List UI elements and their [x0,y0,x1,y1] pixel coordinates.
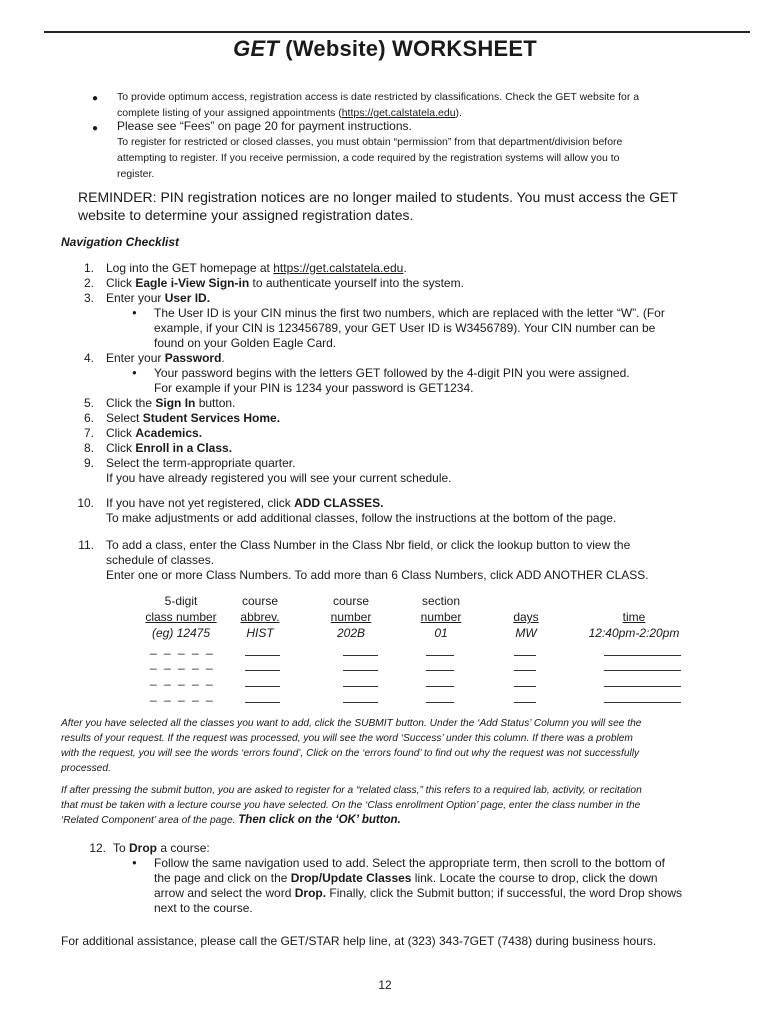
sub-bullet-dot: ● [132,858,137,867]
blank-time[interactable] [604,670,681,671]
step-7: Click Academics. [106,426,203,440]
reminder-text: REMINDER: PIN registration notices are no longer mailed to students. You must access the GET website to determine your assigned registration dates. [78,189,678,223]
col-course-abbrev: abbrev. [240,610,280,624]
bullet-access: To provide optimum access, registration access is date restricted by classifications. Check the GET website for a complete listing of your assigned appointments (https://get.calstatela.edu). [117,91,640,119]
step-9: Select the term-appropriate quarter. If you have already registered you will see your current schedule. [106,456,452,485]
step-3-detail: The User ID is your CIN minus the first two numbers, which are replaced with the letter “W”. (For example, if your CIN is 123456789, your GET User ID is W3456789). Your CIN number can be found on your Golden Eagle Card. [154,306,665,350]
page-title: GET (Website) WORKSHEET [233,36,537,61]
example-course-number: 202B [336,626,366,640]
example-days: MW [515,626,537,640]
blank-time[interactable] [604,655,681,656]
step-6: Select Student Services Home. [106,411,281,425]
step-10: If you have not yet registered, click ADD CLASSES. To make adjustments or add additional classes, follow the instructions at the bottom of the page. [106,496,617,525]
col-class-number: class number [145,610,217,624]
step-3: Enter your User ID. [106,291,211,305]
blank-section[interactable] [426,686,454,687]
get-homepage-link[interactable]: https://get.calstatela.edu [273,261,404,275]
blank-abbrev[interactable] [245,670,280,671]
step-5: Click the Sign In button. [106,396,236,410]
example-time: 12:40pm-2:20pm [588,626,680,640]
sub-bullet-dot: ● [132,308,137,317]
col-section-number: number [420,610,462,624]
blank-course-number[interactable] [343,670,378,671]
step-12-detail: Follow the same navigation used to add. Select the appropriate term, then scroll to the bottom of the page and click on the Drop/Update Classes link. Locate the course to drop, click the down arrow and select the word Drop. Finally, click the Submit button; if successful, the word Drop shows next to the course. [154,856,683,915]
page-number: 12 [378,978,392,992]
col-days: days [513,610,539,624]
blank-class-number[interactable]: _ _ _ _ _ [150,688,215,702]
blank-time[interactable] [604,702,681,703]
blank-section[interactable] [426,655,454,656]
step-1: Log into the GET homepage at https://get.calstatela.edu. [106,261,407,275]
blank-days[interactable] [514,670,536,671]
sub-bullet-dot: ● [132,368,137,377]
step-4: Enter your Password. [106,351,225,365]
blank-class-number[interactable]: _ _ _ _ _ [150,641,215,655]
top-rule [44,31,750,33]
blank-days[interactable] [514,702,536,703]
example-class-number: (eg) 12475 [151,626,211,640]
step-8: Click Enroll in a Class. [106,441,233,455]
col-time: time [622,610,646,624]
blank-abbrev[interactable] [245,686,280,687]
bullet-fees: Please see “Fees” on page 20 for payment instructions. To register for restricted or closed classes, you must obtain “permission” from that department/division before attempting to register. If you receive permission, a code required by the registration systems will allow you to register. [117,119,623,180]
step-12: To Drop a course: [113,841,210,855]
blank-section[interactable] [426,702,454,703]
blank-section[interactable] [426,670,454,671]
related-class-instructions: If after pressing the submit button, you are asked to register for a “related class,” this refers to a required lab, activity, or recitation that must be taken with a lecture course you have selected. On the ‘Class enrollment Option’ page, enter the class number in the ‘Related Component’ area of the page. Then click on the ‘OK’ button. [61,785,642,826]
blank-time[interactable] [604,686,681,687]
col-course-number: number [330,610,372,624]
navigation-heading: Navigation Checklist [61,235,180,249]
step-11: To add a class, enter the Class Number in the Class Nbr field, or click the lookup button to view the schedule of classes. Enter one or more Class Numbers. To add more than 6 Class Numbers, click ADD ANOTHER CLASS. [106,538,649,582]
blank-days[interactable] [514,686,536,687]
blank-abbrev[interactable] [245,702,280,703]
blank-class-number[interactable]: _ _ _ _ _ [150,672,215,686]
bullet-dot: ● [92,123,99,134]
step-4-detail: Your password begins with the letters GET followed by the 4-digit PIN you were assigned. For example if your PIN is 1234 your password is GET1234. [154,366,630,395]
blank-days[interactable] [514,655,536,656]
blank-course-number[interactable] [343,686,378,687]
bullet-dot: ● [92,93,99,104]
blank-class-number[interactable]: _ _ _ _ _ [150,656,215,670]
blank-course-number[interactable] [343,655,378,656]
blank-abbrev[interactable] [245,655,280,656]
get-website-link[interactable]: https://get.calstatela.edu [341,107,456,119]
example-section: 01 [434,626,448,640]
submit-instructions: After you have selected all the classes you want to add, click the SUBMIT button. Under the ‘Add Status’ Column you will see the results of your request. If the request was processed, you will see the word ‘Success’ under this column. If there was a problem with the request, you will see the words ‘errors found’, Click on the ‘errors found’ to find out why the request was not successfully processed. [61,718,642,774]
step-2: Click Eagle i-View Sign-in to authenticate yourself into the system. [106,276,464,290]
blank-course-number[interactable] [343,702,378,703]
example-abbrev: HIST [246,626,274,640]
help-line-note: For additional assistance, please call the GET/STAR help line, at (323) 343-7GET (7438) during business hours. [61,934,657,948]
